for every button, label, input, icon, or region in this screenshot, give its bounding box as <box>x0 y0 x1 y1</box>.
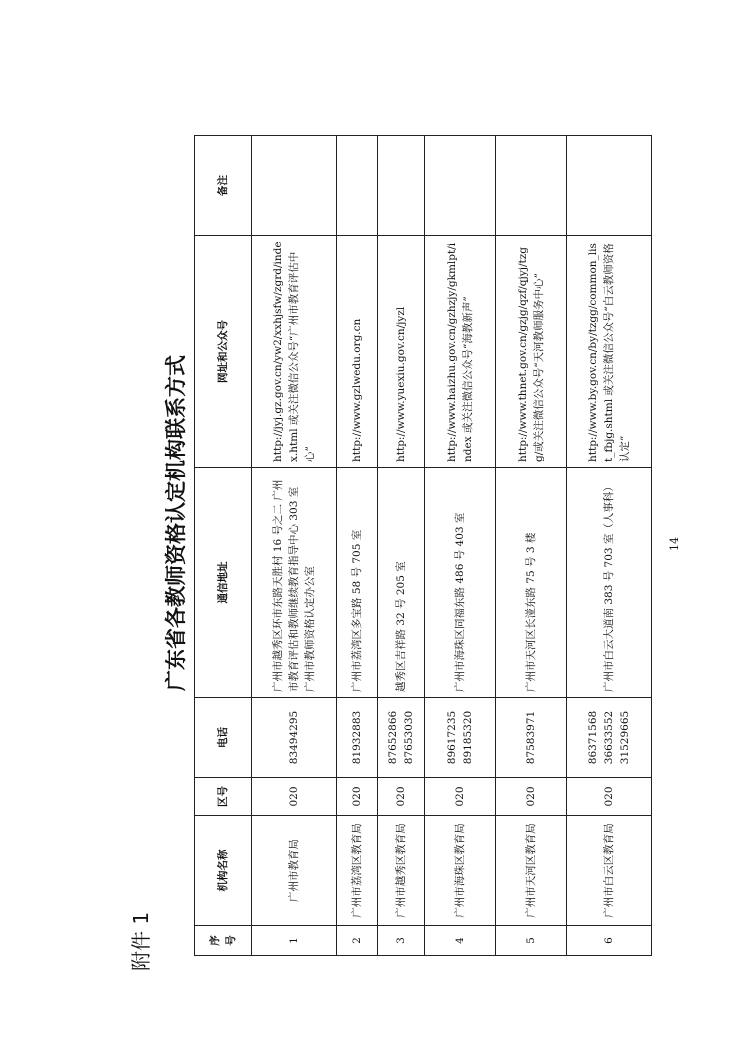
row-website: http://www.haizhu.gov.cn/gzhzjy/gkmlpt/index 或关注微信公众号“海教新声” <box>425 236 496 468</box>
row-index: 3 <box>378 926 425 956</box>
row-notes <box>337 136 378 236</box>
header-notes: 备注 <box>195 136 252 236</box>
row-phone: 87652866 87653030 <box>378 698 425 778</box>
row-notes <box>252 136 337 236</box>
header-address: 通信地址 <box>195 468 252 698</box>
row-address: 广州市海珠区同福东路 486 号 403 室 <box>425 468 496 698</box>
row-name: 广州市天河区教育局 <box>496 816 567 926</box>
row-address: 广州市越秀区环市东路天胜村 16 号之二 广州市教育评估和教师继续教育指导中心 303 室 广州市教师资格认定办公室 <box>252 468 337 698</box>
row-index: 6 <box>567 926 652 956</box>
row-notes <box>425 136 496 236</box>
row-index: 1 <box>252 926 337 956</box>
row-index: 4 <box>425 926 496 956</box>
row-phone: 81932883 <box>337 698 378 778</box>
table-row <box>496 136 567 956</box>
row-area-code: 020 <box>337 778 378 816</box>
row-notes <box>378 136 425 236</box>
row-area-code: 020 <box>425 778 496 816</box>
row-website: http://www.gzlwedu.org.cn <box>337 236 378 468</box>
table-header-row <box>195 136 252 956</box>
row-area-code: 020 <box>378 778 425 816</box>
header-phone: 电话 <box>195 698 252 778</box>
row-address: 广州市天河区长湴东路 75 号 3 楼 <box>496 468 567 698</box>
row-address: 广州市白云大道南 383 号 703 室（人事科） <box>567 468 652 698</box>
attachment-label: 附件 1 <box>129 911 153 971</box>
row-phone: 86371568 36633552 31529665 <box>567 698 652 778</box>
row-name: 广州市越秀区教育局 <box>378 816 425 926</box>
table-row <box>378 136 425 956</box>
row-name: 广州市教育局 <box>252 816 337 926</box>
header-website: 网址和公众号 <box>195 236 252 468</box>
row-area-code: 020 <box>567 778 652 816</box>
row-address: 越秀区吉祥路 32 号 205 室 <box>378 468 425 698</box>
table-row <box>425 136 496 956</box>
row-website: http://www.thnet.gov.cn/gzjg/qzf/qjyj/tzgg/或关注微信公众号“天河教师服务中心” <box>496 236 567 468</box>
row-index: 5 <box>496 926 567 956</box>
header-index: 序号 <box>195 926 252 956</box>
row-notes <box>496 136 567 236</box>
page-title: 广东省各教师资格认定机构联系方式 <box>163 355 188 691</box>
row-phone: 87583971 <box>496 698 567 778</box>
table-row <box>337 136 378 956</box>
row-website: http://jyj.gz.gov.cn/yw2/xxhjsfw/zgrd/index.html 或关注微信公众号“广州市教育评估中心” <box>252 236 337 468</box>
row-name: 广州市海珠区教育局 <box>425 816 496 926</box>
table-row <box>252 136 337 956</box>
row-website: http://www.by.gov.cn/by/tzgg/common_list_fbjg.shtml 或关注微信公众号“白云教师资格认定” <box>567 236 652 468</box>
row-website: http://www.yuexiu.gov.cn/jyzl <box>378 236 425 468</box>
row-index: 2 <box>337 926 378 956</box>
row-area-code: 020 <box>496 778 567 816</box>
row-phone: 89617235 89185320 <box>425 698 496 778</box>
row-area-code: 020 <box>252 778 337 816</box>
header-area-code: 区号 <box>195 778 252 816</box>
contact-table <box>194 135 652 956</box>
row-name: 广州市白云区教育局 <box>567 816 652 926</box>
row-name: 广州市荔湾区教育局 <box>337 816 378 926</box>
row-phone: 83494295 <box>252 698 337 778</box>
row-notes <box>567 136 652 236</box>
table-row <box>567 136 652 956</box>
row-address: 广州市荔湾区多宝路 58 号 705 室 <box>337 468 378 698</box>
header-name: 机构名称 <box>195 816 252 926</box>
page-number: 14 <box>668 537 681 551</box>
